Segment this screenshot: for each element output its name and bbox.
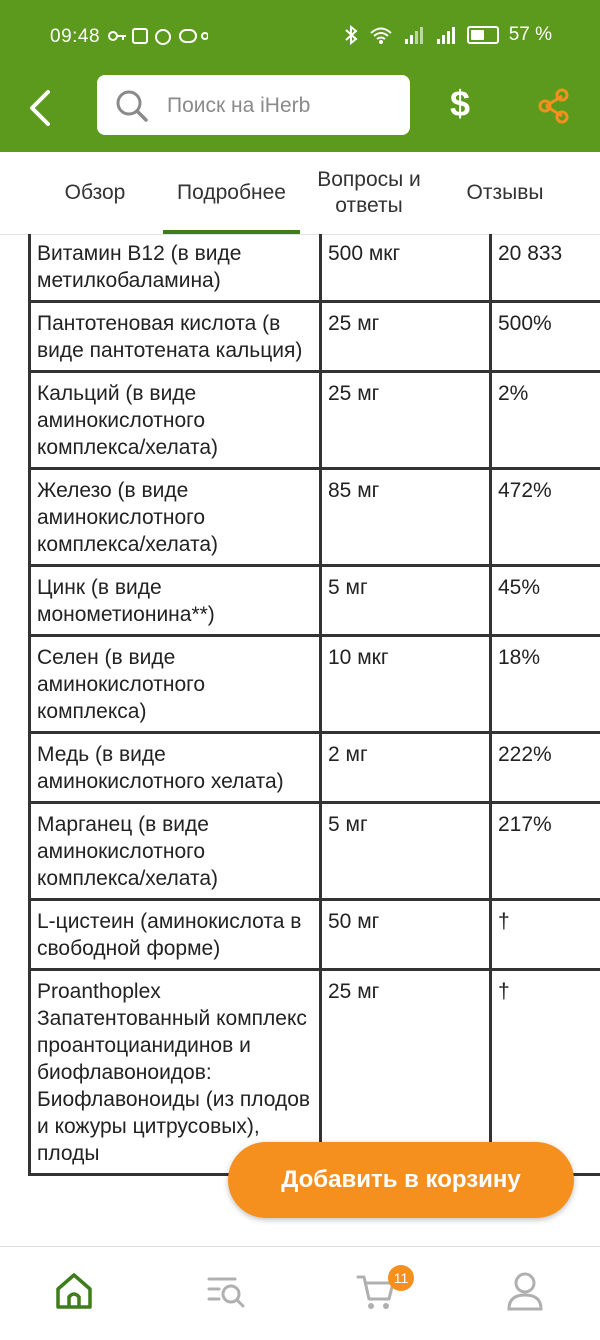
- search-icon: [115, 89, 149, 123]
- nutrient-name-cell: L-цистеин (аминокислота в свободной форме): [30, 900, 321, 970]
- tab-overview[interactable]: Обзор: [40, 152, 150, 234]
- nutrient-amount-cell: 5 мг: [321, 566, 491, 636]
- nutrient-amount-cell: 85 мг: [321, 469, 491, 566]
- nutrient-name-cell: Медь (в виде аминокислотного хелата): [30, 733, 321, 803]
- nutrient-dv-cell: 45%: [491, 566, 600, 636]
- table-row: [30, 469, 600, 566]
- search-input[interactable]: [97, 75, 410, 135]
- status-time: 09:48: [50, 26, 100, 48]
- supplement-facts-table: [28, 234, 600, 1176]
- table-row: [30, 900, 600, 970]
- nutrient-name-cell: Марганец (в виде аминокислотного комплекса/хелата): [30, 803, 321, 900]
- nutrient-dv-cell: 222%: [491, 733, 600, 803]
- battery-percent: 57 %: [509, 24, 552, 46]
- table-row: [30, 234, 600, 302]
- nav-home[interactable]: [52, 1269, 96, 1313]
- nutrient-name-cell: Селен (в виде аминокислотного комплекса): [30, 636, 321, 733]
- nav-profile[interactable]: [503, 1269, 547, 1313]
- notification-icons: [108, 26, 208, 46]
- share-button[interactable]: [534, 86, 574, 126]
- share-icon: [534, 86, 574, 126]
- tab-questions[interactable]: Вопросы и ответы: [305, 152, 433, 234]
- nutrient-amount-cell: 50 мг: [321, 900, 491, 970]
- nutrient-amount-cell: 10 мкг: [321, 636, 491, 733]
- nutrient-dv-cell: 2%: [491, 372, 600, 469]
- search-list-icon: [205, 1269, 249, 1313]
- profile-icon: [503, 1269, 547, 1313]
- nutrient-dv-cell: †: [491, 900, 600, 970]
- nutrient-amount-cell: 500 мкг: [321, 234, 491, 302]
- nutrient-name-cell: Пантотеновая кислота (в виде пантотената кальция): [30, 302, 321, 372]
- nav-search-list[interactable]: [205, 1269, 249, 1313]
- status-bar: [0, 0, 600, 72]
- app-header: [0, 72, 600, 152]
- nutrient-dv-cell: 500%: [491, 302, 600, 372]
- search-placeholder: Поиск на iHerb: [167, 94, 310, 118]
- nutrient-name-cell: Цинк (в виде монометионина**): [30, 566, 321, 636]
- bottom-navigation: [0, 1246, 600, 1340]
- nutrient-amount-cell: 5 мг: [321, 803, 491, 900]
- product-tabs: [0, 152, 600, 235]
- back-arrow-icon: [22, 84, 62, 132]
- nutrient-dv-cell: †: [491, 970, 600, 1175]
- wifi-icon: [369, 25, 393, 45]
- nutrient-dv-cell: 20 833: [491, 234, 600, 302]
- nutrient-dv-cell: 18%: [491, 636, 600, 733]
- table-row: [30, 566, 600, 636]
- status-notification-icons: [108, 26, 208, 51]
- table-row: [30, 803, 600, 900]
- nutrient-dv-cell: 472%: [491, 469, 600, 566]
- nutrient-name-cell: Кальций (в виде аминокислотного комплекса/хелата): [30, 372, 321, 469]
- nutrient-dv-cell: 217%: [491, 803, 600, 900]
- cart-count-badge: 11: [388, 1265, 414, 1291]
- table-row: [30, 372, 600, 469]
- table-row: [30, 636, 600, 733]
- tab-reviews[interactable]: Отзывы: [452, 152, 558, 234]
- nutrient-amount-cell: 25 мг: [321, 372, 491, 469]
- nutrient-amount-cell: 2 мг: [321, 733, 491, 803]
- nutrient-name-cell: Proanthoplex Запатентованный комплекс проантоцианидинов и биофлавоноидов: Биофлавоноиды (из плодов и кожуры цитрусовых), плоды: [30, 970, 321, 1175]
- home-icon: [52, 1269, 96, 1313]
- nutrient-name-cell: Железо (в виде аминокислотного комплекса/хелата): [30, 469, 321, 566]
- nutrient-amount-cell: 25 мг: [321, 970, 491, 1175]
- tab-details[interactable]: Подробнее: [163, 152, 300, 234]
- supplement-facts-area: [0, 234, 600, 1246]
- signal-icon-2: [435, 25, 457, 45]
- add-to-cart-button[interactable]: Добавить в корзину: [228, 1142, 574, 1218]
- currency-button[interactable]: $: [440, 78, 480, 130]
- back-button[interactable]: [22, 84, 62, 132]
- table-row: [30, 302, 600, 372]
- signal-icon-1: [403, 25, 425, 45]
- nutrient-name-cell: Витамин B12 (в виде метилкобаламина): [30, 234, 321, 302]
- table-row: [30, 733, 600, 803]
- status-system-icons: [343, 24, 552, 46]
- battery-icon: [467, 26, 499, 44]
- nutrient-amount-cell: 25 мг: [321, 302, 491, 372]
- bluetooth-icon: [343, 24, 359, 46]
